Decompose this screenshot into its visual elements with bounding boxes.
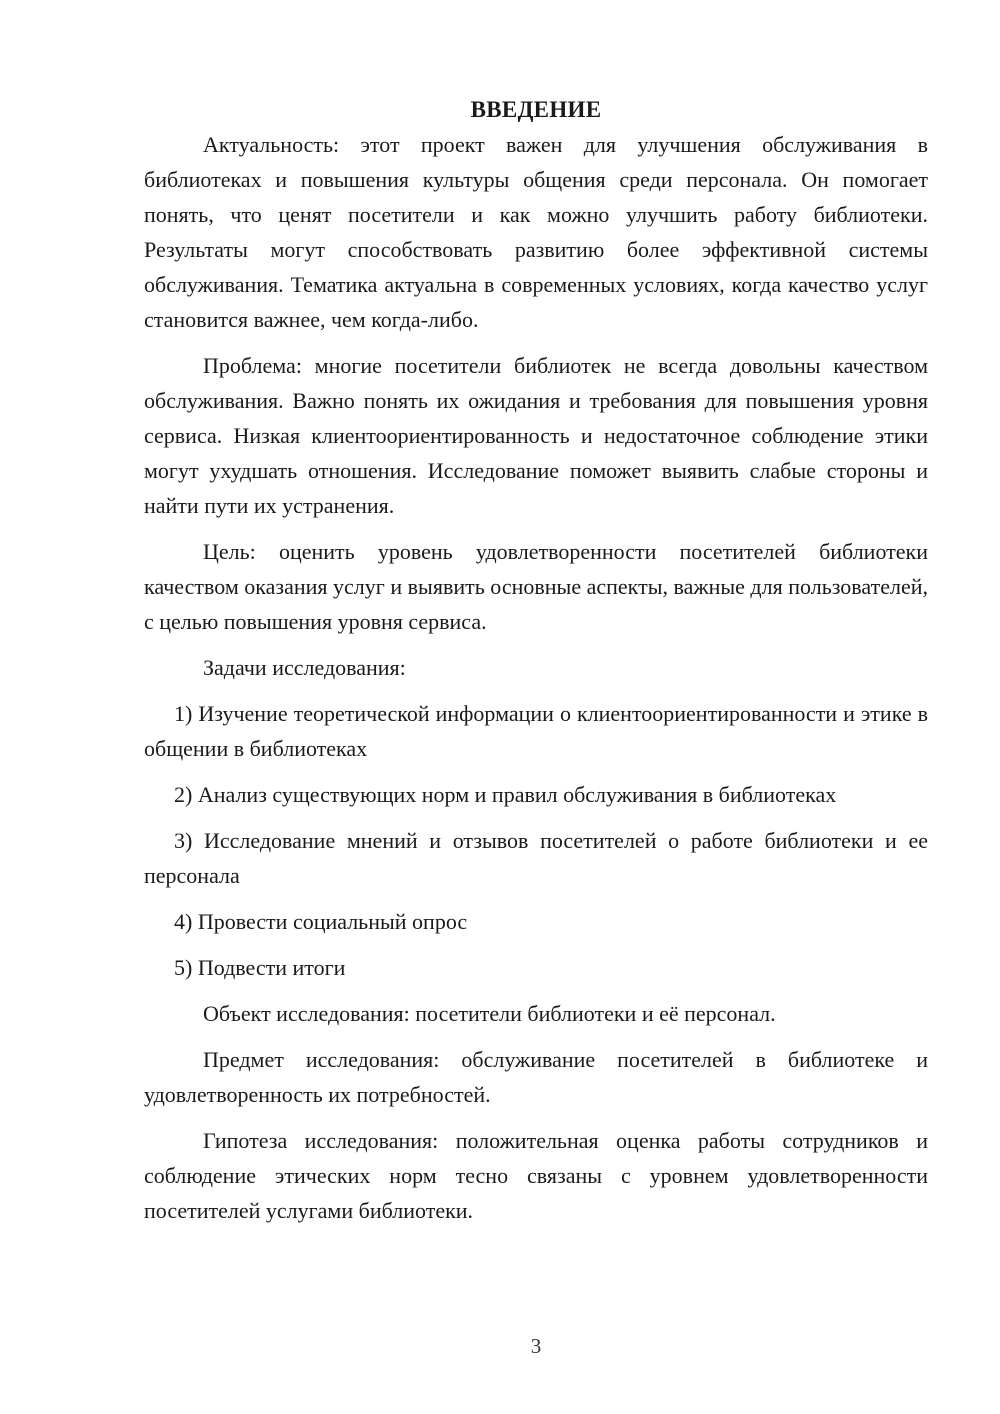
document-page xyxy=(144,92,928,1239)
problem-paragraph: Проблема: многие посетители библиотек не всегда довольны качеством обслуживания. Важно понять их ожидания и требования для повышения уровня сервиса. Низкая клиентоориентированность и недостаточное соблюдение этики могут ухудшать отношения. Исследование поможет выявить слабые стороны и найти пути их устранения. xyxy=(144,353,928,518)
hypothesis-paragraph: Гипотеза исследования: положительная оценка работы сотрудников и соблюдение этических норм тесно связаны с уровнем удовлетворенности посетителей услугами библиотеки. xyxy=(144,1128,928,1223)
relevance-paragraph: Актуальность: этот проект важен для улучшения обслуживания в библиотеках и повышения культуры общения среди персонала. Он помогает понять, что ценят посетители и как можно улучшить работу библиотеки. Результаты могут способствовать развитию более эффективной системы обслуживания. Тематика актуальна в современных условиях, когда качество услуг становится важнее, чем когда-либо. xyxy=(144,132,928,332)
task-item: 1) Изучение теоретической информации о клиентоориентированности и этике в общении в библиотеках xyxy=(144,701,928,761)
tasks-heading: Задачи исследования: xyxy=(203,655,406,680)
task-item: 4) Провести социальный опрос xyxy=(174,909,468,934)
page-number: 3 xyxy=(530,1334,542,1358)
task-item: 3) Исследование мнений и отзывов посетителей о работе библиотеки и ее персонала xyxy=(144,828,928,888)
task-item: 2) Анализ существующих норм и правил обслуживания в библиотеках xyxy=(174,782,837,807)
task-item: 5) Подвести итоги xyxy=(174,955,346,980)
subject-paragraph: Предмет исследования: обслуживание посетителей в библиотеке и удовлетворенность их потребностей. xyxy=(144,1047,928,1107)
goal-paragraph: Цель: оценить уровень удовлетворенности посетителей библиотеки качеством оказания услуг и выявить основные аспекты, важные для пользователей, с целью повышения уровня сервиса. xyxy=(144,539,928,634)
section-title: ВВЕДЕНИЕ xyxy=(470,97,602,122)
object-paragraph: Объект исследования: посетители библиотеки и её персонал. xyxy=(203,1001,776,1026)
